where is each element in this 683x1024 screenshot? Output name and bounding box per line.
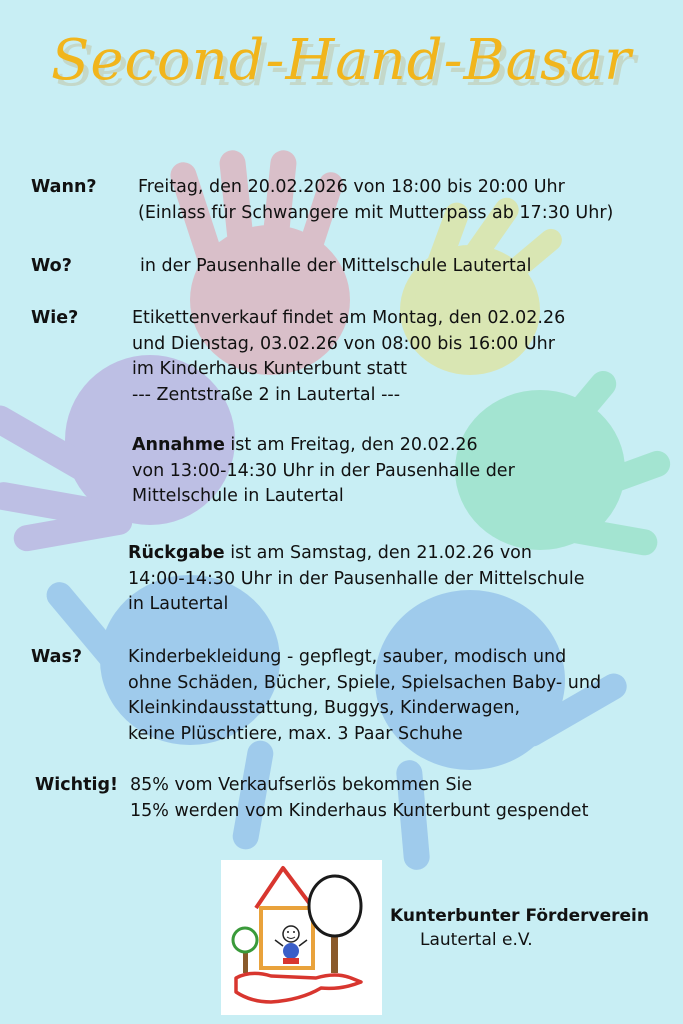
wo-label: Wo?	[31, 256, 72, 276]
was-label: Was?	[31, 647, 83, 667]
wichtig-label: Wichtig!	[35, 775, 119, 795]
rueckgabe-bold: Rückgabe	[128, 543, 225, 563]
annahme-text	[132, 433, 515, 510]
annahme-first-line	[132, 433, 515, 459]
annahme-bold: Annahme	[132, 435, 225, 455]
wann-label: Wann?	[31, 177, 97, 197]
was-line: Kleinkindausstattung, Buggys, Kinderwagen,	[128, 698, 521, 718]
organization	[390, 904, 649, 952]
kinderhaus-logo	[221, 860, 382, 1015]
wann-line: Freitag, den 20.02.2026 von 18:00 bis 20:00 Uhr	[138, 177, 565, 197]
was-line: keine Plüschtiere, max. 3 Paar Schuhe	[128, 723, 463, 744]
wie-etiketten-text	[132, 306, 565, 408]
wie-line: und Dienstag, 03.02.26 von 08:00 bis 16:00 Uhr	[132, 333, 555, 354]
annahme-line: Mittelschule in Lautertal	[132, 486, 344, 506]
rueckgabe-text	[128, 541, 584, 618]
house-hand-logo-icon	[221, 860, 382, 1015]
wie-label: Wie?	[31, 308, 79, 328]
wie-line: --- Zentstraße 2 in Lautertal ---	[132, 384, 401, 405]
rueckgabe-first-line	[128, 541, 584, 567]
wichtig-text	[130, 773, 588, 824]
organization-city: Lautertal e.V.	[420, 930, 533, 950]
wie-line: Etikettenverkauf findet am Montag, den 02.02.26	[132, 308, 566, 328]
wo-text: in der Pausenhalle der Mittelschule Lautertal	[140, 256, 532, 276]
wichtig-line: 15% werden vom Kinderhaus Kunterbunt gespendet	[130, 800, 589, 821]
wie-line: im Kinderhaus Kunterbunt statt	[132, 359, 408, 379]
rueckgabe-line: in Lautertal	[128, 594, 229, 614]
wichtig-line: 85% vom Verkaufserlös bekommen Sie	[130, 775, 473, 795]
wann-text	[138, 175, 613, 226]
page-title: Second-Hand-Basar	[51, 28, 632, 93]
was-line: Kinderbekleidung - gepflegt, sauber, modisch und	[128, 647, 567, 667]
was-text	[128, 645, 601, 747]
organization-name: Kunterbunter Förderverein	[390, 906, 649, 926]
annahme-line: von 13:00-14:30 Uhr in der Pausenhalle der	[132, 460, 515, 481]
was-line: ohne Schäden, Bücher, Spiele, Spielsachen Baby- und	[128, 672, 602, 693]
rueckgabe-rest: ist am Samstag, den 21.02.26 von	[224, 543, 532, 563]
rueckgabe-line: 14:00-14:30 Uhr in der Pausenhalle der Mittelschule	[128, 568, 585, 589]
annahme-rest: ist am Freitag, den 20.02.26	[224, 435, 478, 455]
wann-line: (Einlass für Schwangere mit Mutterpass ab 17:30 Uhr)	[138, 202, 614, 223]
